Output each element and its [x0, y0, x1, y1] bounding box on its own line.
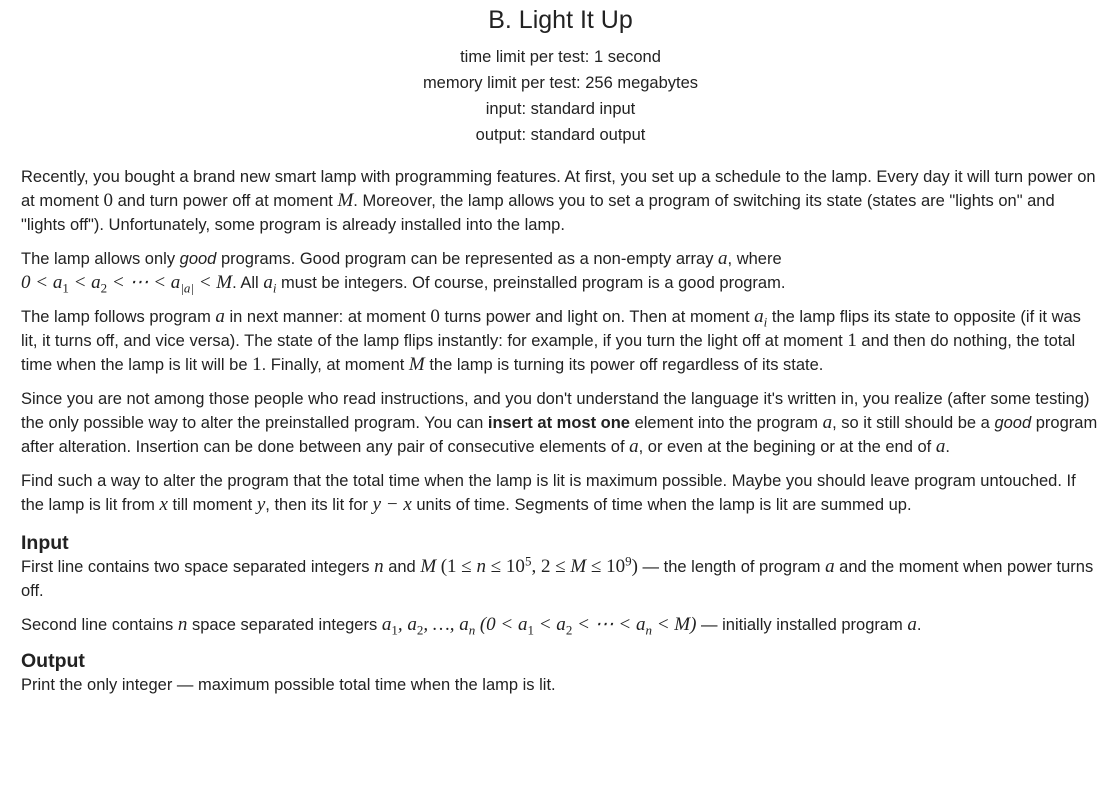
input-heading: Input — [21, 532, 69, 554]
problem-header — [21, 0, 1100, 148]
insert-at-most-one: insert at most one — [487, 414, 630, 432]
statement-paragraph-3: The lamp follows program a in next manner: at moment 0 turns power and light on. Then at moment $a_i$ the lamp flips its state to opposite (if it was lit, it turns off, and vice versa). The state of the lamp flips instantly: for example, if you turn the light off at moment 1 and then do nothing, the total time when the lamp is lit will be 1. Finally, at moment M the lamp is turning its power off regardless of its state. — [21, 306, 1081, 375]
statement-paragraph-5: Find such a way to alter the program that the total time when the lamp is lit is maximum possible. Maybe you should leave program untouched. If the lamp is lit from x till moment y, then its lit for y − x units of time. Segments of time when the lamp is lit are summed up. — [21, 472, 1076, 515]
time-limit: time limit per test: 1 second — [460, 48, 661, 66]
condition-formula: ($0 < a_1 < a_2$ < ⋯ < $a_n < M$) — [479, 614, 697, 638]
input-type: input: standard input — [485, 100, 636, 118]
problem-title: B. Light It Up — [488, 6, 633, 34]
input-line-2: Second line contains n space separated integers $a_1$, $a_2$, …, $a_n$ ($0 < a_1 < a_2$ < ⋯ < $a_n < M$) — initially installed program a. — [21, 614, 922, 638]
problem-statement — [21, 165, 1100, 517]
statement-paragraph-1: Recently, you bought a brand new smart lamp with programming features. At first, you set up a schedule to the lamp. Every day it will turn power on at moment 0 and turn power off at moment M. Moreover, the lamp allows you to set a program of switching its state (states are "lights on" and "lights off"). Unfortunately, some program is already installed into the lamp. — [21, 168, 1096, 234]
input-bounds: ($1 \le n \le 10^5$, $2 \le M \le 10^9$) — [440, 553, 638, 577]
input-line-1: First line contains two space separated integers n and M ($1 \le n \le 10^5$, $2 \le M \le 10^9$) — the length of program a and the moment when power turns off. — [21, 553, 1094, 600]
good-emphasis: good — [179, 250, 217, 268]
output-type: output: standard output — [475, 126, 646, 144]
memory-limit: memory limit per test: 256 megabytes — [422, 74, 699, 92]
statement-paragraph-2: The lamp allows only good programs. Good program can be represented as a non-empty array a, where $0 < a_1 < a_2$ < ⋯ < $a_{|a|} < M$. All $a_i$ must be integers. Of course, preinstalled program is a good program. — [21, 248, 786, 296]
output-text: Print the only integer — maximum possible total time when the lamp is lit. — [21, 676, 556, 694]
output-heading: Output — [21, 650, 85, 672]
chain-formula: $0 < a_1 < a_2$ < ⋯ < $a_{|a|} < M$ — [21, 272, 233, 296]
sequence-formula: $a_1$, $a_2$, …, $a_n$ — [381, 614, 476, 638]
statement-paragraph-4: Since you are not among those people who read instructions, and you don't understand the language it's written in, you realize (after some testing) the only possible way to alter the preinstalled program. You can insert at most one element into the program a, so it still should be a good program after alteration. Insertion can be done between any pair of consecutive elements of a, or even at the begining or at the end of a. — [21, 390, 1098, 457]
